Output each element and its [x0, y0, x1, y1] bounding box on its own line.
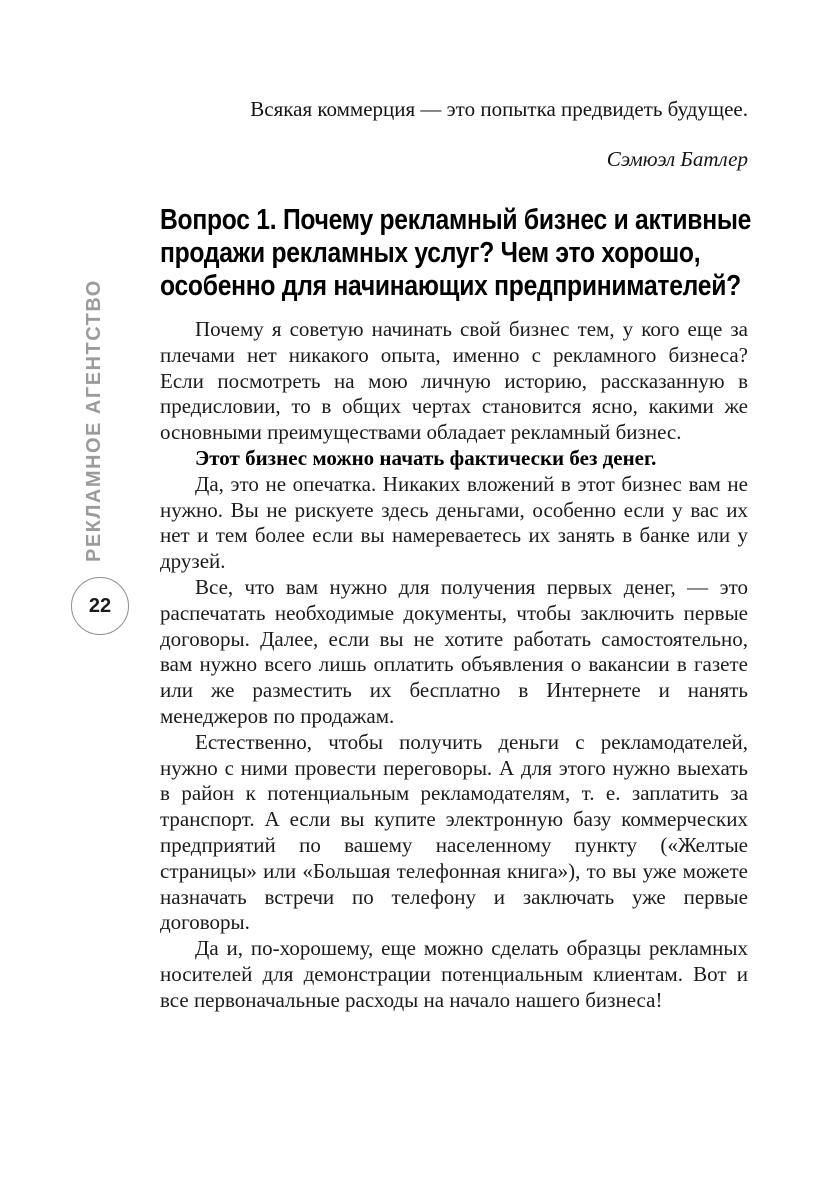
chapter-heading-line: особенно для начинающих предпринимателей? [160, 270, 741, 302]
paragraph-bold: Этот бизнес можно начать фактически без денег. [195, 445, 657, 470]
chapter-heading [160, 204, 752, 303]
chapter-heading-line: Вопрос 1. Почему рекламный бизнес и активные [160, 204, 752, 236]
text-column [160, 0, 752, 1014]
chapter-heading-line: продажи рекламных услуг? Чем это хорошо, [160, 237, 701, 269]
paragraph: Да, это не опечатка. Никаких вложений в этот бизнес вам не нужно. Вы не рискуете здесь деньгами, особенно если у вас их нет и тем более если вы намереваетесь их занять в банке или у друзей. [160, 471, 748, 574]
paragraph: Все, что вам нужно для получения первых денег, — это распечатать необходимые документы, чтобы заключить первые договоры. Далее, если вы не хотите работать самостоятельно, вам нужно всего лишь оплатить объявления о вакансии в газете или же разместить их бесплатно в Интернете и нанять менеджеров по продажам. [160, 574, 748, 728]
paragraph: Почему я советую начинать свой бизнес тем, у кого еще за плечами нет никакого опыта, именно с рекламного бизнеса? Если посмотреть на мою личную историю, рассказанную в предисловии, то в общих чертах становится ясно, какими же основными преимуществами обладает рекламный бизнес. [160, 317, 748, 445]
epigraph-author: Сэмюэл Батлер [606, 147, 748, 171]
section-title-vertical: РЕКЛАМНОЕ АГЕНТСТВО [83, 279, 105, 562]
page-number: 22 [88, 594, 112, 617]
body-text [160, 317, 748, 1014]
epigraph: Всякая коммерция — это попытка предвидеть будущее. [250, 97, 748, 121]
page-number-badge [71, 577, 129, 635]
paragraph: Да и, по-хорошему, еще можно сделать образцы рекламных носителей для демонстрации потенциальным клиентам. Вот и все первоначальные расходы на начало нашего бизнеса! [160, 936, 748, 1012]
paragraph: Естественно, чтобы получить деньги с рекламодателей, нужно с ними провести переговоры. А для этого нужно выехать в район к потенциальным рекламодателям, т. е. заплатить за транспорт. А если вы купите электронную базу коммерческих предприятий по вашему населенному пункту («Желтые страницы» или «Большая телефонная книга»), то вы уже можете назначать встречи по телефону и заключать уже первые договоры. [160, 729, 748, 935]
